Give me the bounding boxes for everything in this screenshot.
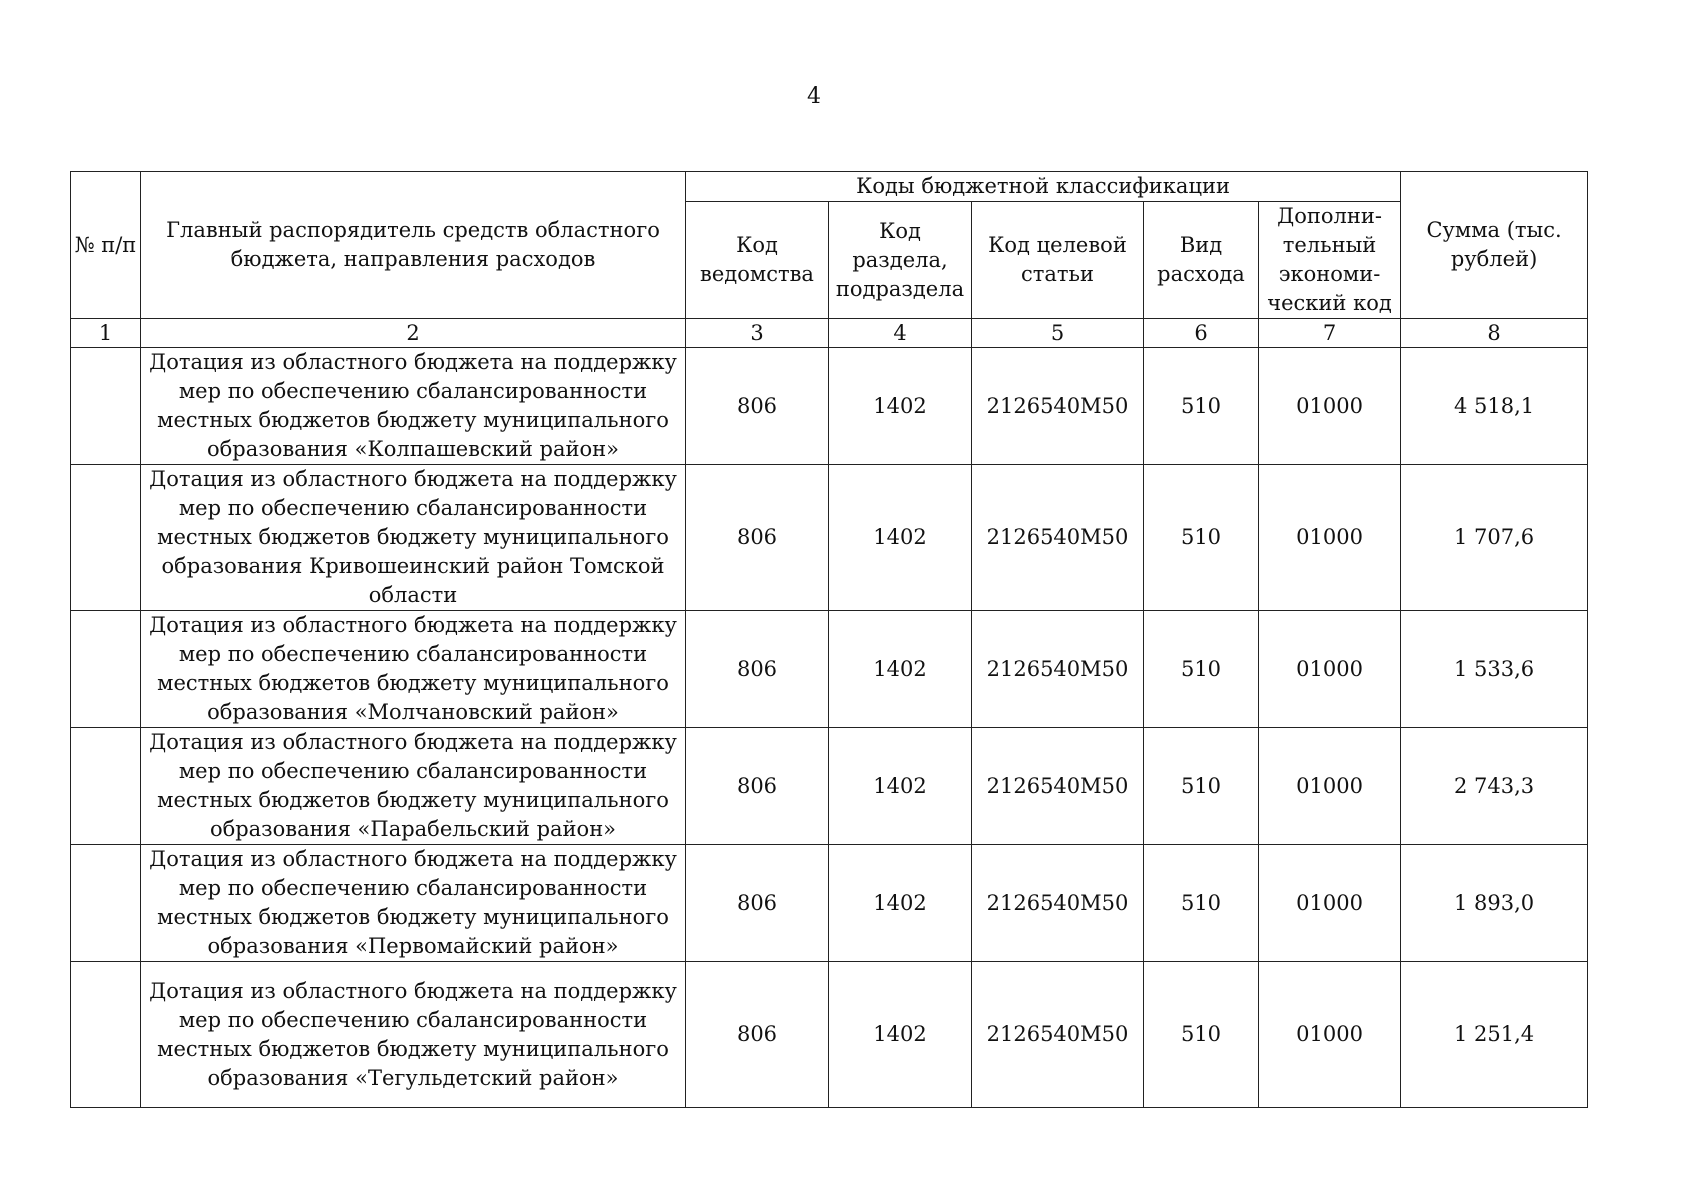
row-sum: 1 251,4 — [1401, 962, 1588, 1108]
row-num — [71, 845, 141, 962]
header-codes-group: Коды бюджетной классификации — [686, 172, 1401, 202]
row-dept-code: 806 — [686, 611, 829, 728]
row-extra-code: 01000 — [1259, 348, 1401, 465]
row-description: Дотация из областного бюджета на поддержку мер по обеспечению сбалансированности местных бюджетов бюджету муниципального образования «Первомайский район» — [141, 845, 686, 962]
header-description: Главный распорядитель средств областного бюджета, направления расходов — [141, 172, 686, 319]
row-section-code: 1402 — [829, 611, 972, 728]
row-sum: 1 533,6 — [1401, 611, 1588, 728]
table-row — [71, 348, 1588, 465]
column-number: 2 — [141, 319, 686, 348]
row-target-code: 2126540M50 — [972, 962, 1144, 1108]
row-expense-type: 510 — [1144, 728, 1259, 845]
row-description: Дотация из областного бюджета на поддержку мер по обеспечению сбалансированности местных бюджетов бюджету муниципального образования «Парабельский район» — [141, 728, 686, 845]
row-extra-code: 01000 — [1259, 611, 1401, 728]
row-target-code: 2126540M50 — [972, 465, 1144, 611]
column-number: 8 — [1401, 319, 1588, 348]
row-sum: 1 893,0 — [1401, 845, 1588, 962]
table-row — [71, 728, 1588, 845]
row-dept-code: 806 — [686, 845, 829, 962]
row-target-code: 2126540M50 — [972, 611, 1144, 728]
table-row — [71, 465, 1588, 611]
row-description: Дотация из областного бюджета на поддержку мер по обеспечению сбалансированности местных бюджетов бюджету муниципального образования «Тегульдетский район» — [141, 962, 686, 1108]
table-row — [71, 962, 1588, 1108]
row-extra-code: 01000 — [1259, 728, 1401, 845]
row-extra-code: 01000 — [1259, 465, 1401, 611]
table-row — [71, 845, 1588, 962]
header-dept-code: Код ведомства — [686, 202, 829, 319]
row-target-code: 2126540M50 — [972, 728, 1144, 845]
column-number: 5 — [972, 319, 1144, 348]
row-num — [71, 962, 141, 1108]
row-dept-code: 806 — [686, 728, 829, 845]
row-expense-type: 510 — [1144, 348, 1259, 465]
row-target-code: 2126540M50 — [972, 348, 1144, 465]
header-extra-code: Дополни-тельный экономи-ческий код — [1259, 202, 1401, 319]
row-num — [71, 348, 141, 465]
row-num — [71, 728, 141, 845]
header-num: № п/п — [71, 172, 141, 319]
row-section-code: 1402 — [829, 845, 972, 962]
row-num — [71, 611, 141, 728]
row-expense-type: 510 — [1144, 962, 1259, 1108]
row-sum: 4 518,1 — [1401, 348, 1588, 465]
header-section-code: Код раздела, подраздела — [829, 202, 972, 319]
row-extra-code: 01000 — [1259, 845, 1401, 962]
row-num — [71, 465, 141, 611]
row-expense-type: 510 — [1144, 611, 1259, 728]
column-number: 7 — [1259, 319, 1401, 348]
row-section-code: 1402 — [829, 728, 972, 845]
header-target-code: Код целевой статьи — [972, 202, 1144, 319]
page-number: 4 — [807, 84, 821, 109]
row-expense-type: 510 — [1144, 845, 1259, 962]
column-number: 3 — [686, 319, 829, 348]
header-sum: Сумма (тыс. рублей) — [1401, 172, 1588, 319]
row-sum: 1 707,6 — [1401, 465, 1588, 611]
row-sum: 2 743,3 — [1401, 728, 1588, 845]
header-expense-type: Вид расхода — [1144, 202, 1259, 319]
column-number: 4 — [829, 319, 972, 348]
row-description: Дотация из областного бюджета на поддержку мер по обеспечению сбалансированности местных бюджетов бюджету муниципального образования «Молчановский район» — [141, 611, 686, 728]
row-dept-code: 806 — [686, 348, 829, 465]
column-number: 1 — [71, 319, 141, 348]
row-expense-type: 510 — [1144, 465, 1259, 611]
table-row — [71, 611, 1588, 728]
row-description: Дотация из областного бюджета на поддержку мер по обеспечению сбалансированности местных бюджетов бюджету муниципального образования «Колпашевский район» — [141, 348, 686, 465]
row-section-code: 1402 — [829, 465, 972, 611]
row-dept-code: 806 — [686, 962, 829, 1108]
row-target-code: 2126540M50 — [972, 845, 1144, 962]
column-number-row — [71, 319, 1588, 348]
budget-allocation-table — [70, 171, 1588, 1108]
row-section-code: 1402 — [829, 962, 972, 1108]
row-extra-code: 01000 — [1259, 962, 1401, 1108]
column-number: 6 — [1144, 319, 1259, 348]
row-section-code: 1402 — [829, 348, 972, 465]
row-dept-code: 806 — [686, 465, 829, 611]
row-description: Дотация из областного бюджета на поддержку мер по обеспечению сбалансированности местных бюджетов бюджету муниципального образования Кривошеинский район Томской области — [141, 465, 686, 611]
